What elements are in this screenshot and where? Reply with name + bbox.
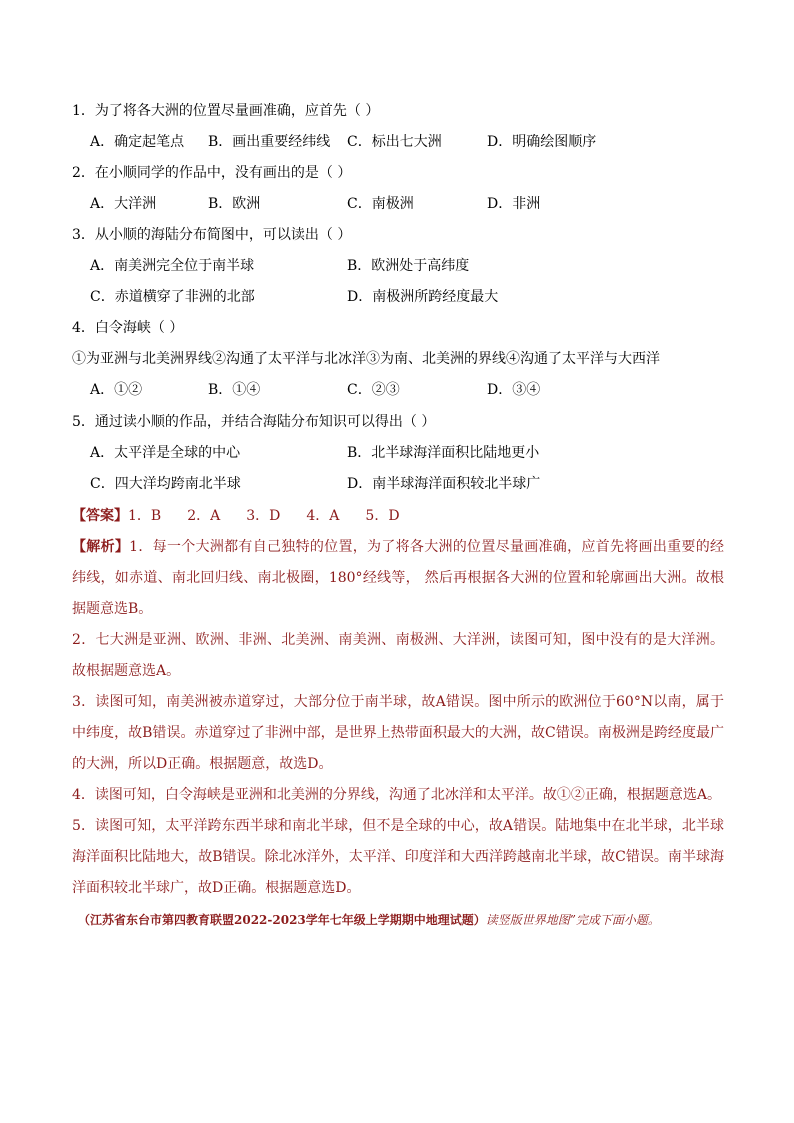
question-4-option-c: C．②③	[347, 382, 400, 398]
question-1-option-b: B．画出重要经纬线	[208, 134, 331, 150]
analysis-paragraph-1	[72, 532, 724, 625]
question-4-option-d: D．③④	[487, 382, 541, 398]
question-1-option-a: A．确定起笔点	[90, 134, 185, 150]
analysis-paragraph-4: 4．读图可知，白令海峡是亚洲和北美洲的分界线，沟通了北冰洋和太平洋。故①②正确，根据题意选A。	[72, 787, 722, 803]
analysis-label: 【解析】	[72, 539, 130, 555]
analysis-paragraph-3: 3．读图可知，南美洲被赤道穿过，大部分位于南半球，故A错误。图中所示的欧洲位于60°N以南，属于中纬度，故B错误。赤道穿过了非洲中部，是世界上热带面积最大的大洲，故C错误。南极洲是跨经度最广的大洲，所以D正确。根据题意，故选D。	[72, 694, 724, 772]
question-3-option-b: B．欧洲处于高纬度	[347, 258, 470, 274]
question-1-stem: 1．为了将各大洲的位置尽量画准确，应首先（ ）	[72, 103, 380, 119]
answer-item-3: 3．D	[246, 508, 281, 524]
answer-item-1: 1．B	[128, 508, 162, 524]
question-5-option-d: D．南半球海洋面积较北半球广	[347, 476, 541, 492]
question-4-option-b: B．①④	[208, 382, 261, 398]
question-4-statements: ①为亚洲与北美洲界线②沟通了太平洋与北冰洋③为南、北美洲的界线④沟通了太平洋与大西洋	[72, 351, 660, 367]
answer-label: 【答案】	[72, 508, 128, 524]
question-5-stem: 5．通过读小顺的作品，并结合海陆分布知识可以得出（ ）	[72, 414, 436, 430]
question-3-option-a: A．南美洲完全位于南半球	[90, 258, 255, 274]
answer-item-5: 5．D	[365, 508, 400, 524]
question-3-stem: 3．从小顺的海陆分布简图中，可以读出（ ）	[72, 227, 352, 243]
question-2-option-b: B．欧洲	[208, 196, 261, 212]
answer-item-2: 2．A	[187, 508, 221, 524]
source-line	[78, 911, 660, 929]
question-3-option-c: C．赤道横穿了非洲的北部	[90, 289, 255, 305]
question-5-option-a: A．太平洋是全球的中心	[90, 445, 241, 461]
question-4-stem: 4．白令海峡（ ）	[72, 320, 184, 336]
analysis-text-1: 1．每一个大洲都有自己独特的位置，为了将各大洲的位置尽量画准确，应首先将画出重要的经纬线，如赤道、南北回归线、南北极圈，180°经线等， 然后再根据各大洲的位置和轮廓画出大洲。故根据题意选B。	[72, 539, 725, 617]
answer-line	[72, 505, 426, 527]
question-2-option-c: C．南极洲	[347, 196, 414, 212]
question-5-option-c: C．四大洋均跨南北半球	[90, 476, 241, 492]
answer-item-4: 4．A	[306, 508, 340, 524]
source-instruction: 读竖版世界地图”完成下面小题。	[485, 913, 660, 927]
question-2-option-d: D．非洲	[487, 196, 541, 212]
analysis-paragraph-5: 5．读图可知，太平洋跨东西半球和南北半球，但不是全球的中心，故A错误。陆地集中在北半球，北半球海洋面积比陆地大，故B错误。除北冰洋外，太平洋、印度洋和大西洋跨越南北半球，故C错误。南半球海洋面积较北半球广，故D正确。根据题意选D。	[72, 818, 724, 896]
question-2-option-a: A．大洋洲	[90, 196, 157, 212]
question-5-option-b: B．北半球海洋面积比陆地更小	[347, 445, 540, 461]
question-1-option-c: C．标出七大洲	[347, 134, 442, 150]
question-4-option-a: A．①②	[90, 382, 143, 398]
question-1-option-d: D．明确绘图顺序	[487, 134, 597, 150]
question-3-option-d: D．南极洲所跨经度最大	[347, 289, 499, 305]
source-citation: （江苏省东台市第四教育联盟2022-2023学年七年级上学期期中地理试题）	[78, 913, 486, 927]
question-2-stem: 2．在小顺同学的作品中，没有画出的是（ ）	[72, 165, 352, 181]
analysis-paragraph-2: 2．七大洲是亚洲、欧洲、非洲、北美洲、南美洲、南极洲、大洋洲，读图可知，图中没有的是大洋洲。故根据题意选A。	[72, 632, 724, 679]
